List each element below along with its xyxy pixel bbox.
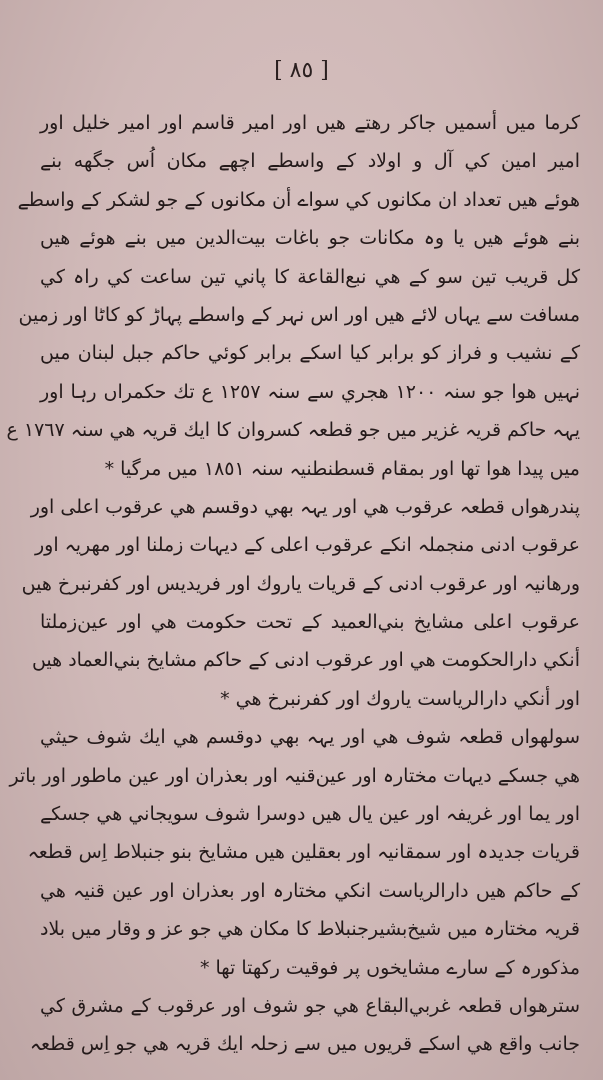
text-line: قريات جديدہ اور سمقانيہ اور بعقلين هيں مشايخ بنو جنبلاط اِس قطعہ <box>27 841 580 864</box>
text-line: عرقوب اعلی مشايخ بني‌العميد كے تحت حكومت هي اور عين‌زملتا <box>40 611 580 634</box>
text-line: نہيں هوا جو سنہ ١٢٠٠ هجري سے سنہ ١٢٥٧ ع تك حكمراں رہا اور <box>40 380 580 403</box>
text-line: كے حاكم هيں دارالرياست انكي مختارہ اور بعذران اور عين قنيہ هي <box>40 879 580 902</box>
text-line: مسافت سے يہاں لائے هيں اور اس نہر كے واسطے پہاڑ كو كاٹا اور زمين <box>18 303 580 326</box>
text-line: اور يما اور غريفہ اور عين يال هيں دوسرا شوف سويجاني هي جسكے <box>40 803 580 826</box>
text-line: سترهواں قطعہ غربي‌البقاع هي جو شوف اور عرقوب كے مشرق كي <box>40 994 580 1017</box>
text-line: هوئے هيں تعداد ان مكانوں كي سواے أن مكانوں كے جو لشكر كے واسطے <box>17 188 580 211</box>
text-line-last: ميں پيدا هوا تھا اور بمقام قسطنطنيہ سنہ ١٨٥١ ميں مرگيا * <box>104 457 580 480</box>
body-text <box>6 104 580 1064</box>
text-line-last: اور أنكي دارالرياست ياروك اور كفرنبرخ هي * <box>220 687 580 710</box>
page-number: [ ٨٥ ] <box>274 58 329 83</box>
text-line: پندرهواں قطعہ عرقوب هي اور يہہ بهي دوقسم هي عرقوب اعلی اور <box>30 495 580 518</box>
text-line: يہہ حاكم قريہ غزير ميں جو قطعہ كسروان كا ايك قريہ هي سنہ ١٧٦٧ ع <box>6 419 580 442</box>
text-line: أنكي دارالحكومت هي اور عرقوب ادنی كے حاكم مشايخ بني‌العماد هيں <box>31 649 580 672</box>
text-line: بنے هوئے هيں يا وہ مكانات جو باغات بيت‌الدين ميں بنے هوئے هيں <box>40 227 580 250</box>
text-line-last: مذكورہ كے سارے مشايخوں پر فوقيت ركھتا تها * <box>199 956 580 979</box>
text-line: كل قريب تين سو كے هي نبع‌القاعة كا پاني تين ساعت كي راہ كي <box>40 265 580 288</box>
text-line: سولهواں قطعہ شوف هي اور يہہ بهي دوقسم هي ايك شوف حيثي <box>40 726 580 749</box>
text-line: عرقوب ادنی منجملہ انكے عرقوب اعلی كے ديہات زملنا اور مهريہ اور <box>34 534 580 557</box>
text-line: كرما ميں أسميں جاكر رهتے هيں اور امير قاسم اور امير خليل اور <box>40 112 580 134</box>
text-line: امير امين كي آل و اولاد كے واسطے اچھے مكان اُس جگهه بنے <box>40 150 580 173</box>
text-line: قريہ مختارہ ميں شيخ‌بشيرجنبلاط كا مكان هي جو عز و وقار ميں بلاد <box>40 918 580 941</box>
text-line: جانب واقع هي اسكے قريوں ميں سے زحلہ ايك قريہ هي جو اِس قطعہ <box>29 1033 580 1056</box>
text-line: كے نشيب و فراز كو برابر كيا اسكے برابر كوئي حاكم جبل لبنان ميں <box>40 342 580 365</box>
text-line: هي جسكے ديہات مختارہ اور عين‌قنيہ اور بعذران اور عين ماطور اور باتر <box>9 764 580 787</box>
text-line: ورهانيہ اور عرقوب ادنی كے قريات ياروك اور فريديس اور كفرنبرخ هيں <box>21 572 580 595</box>
